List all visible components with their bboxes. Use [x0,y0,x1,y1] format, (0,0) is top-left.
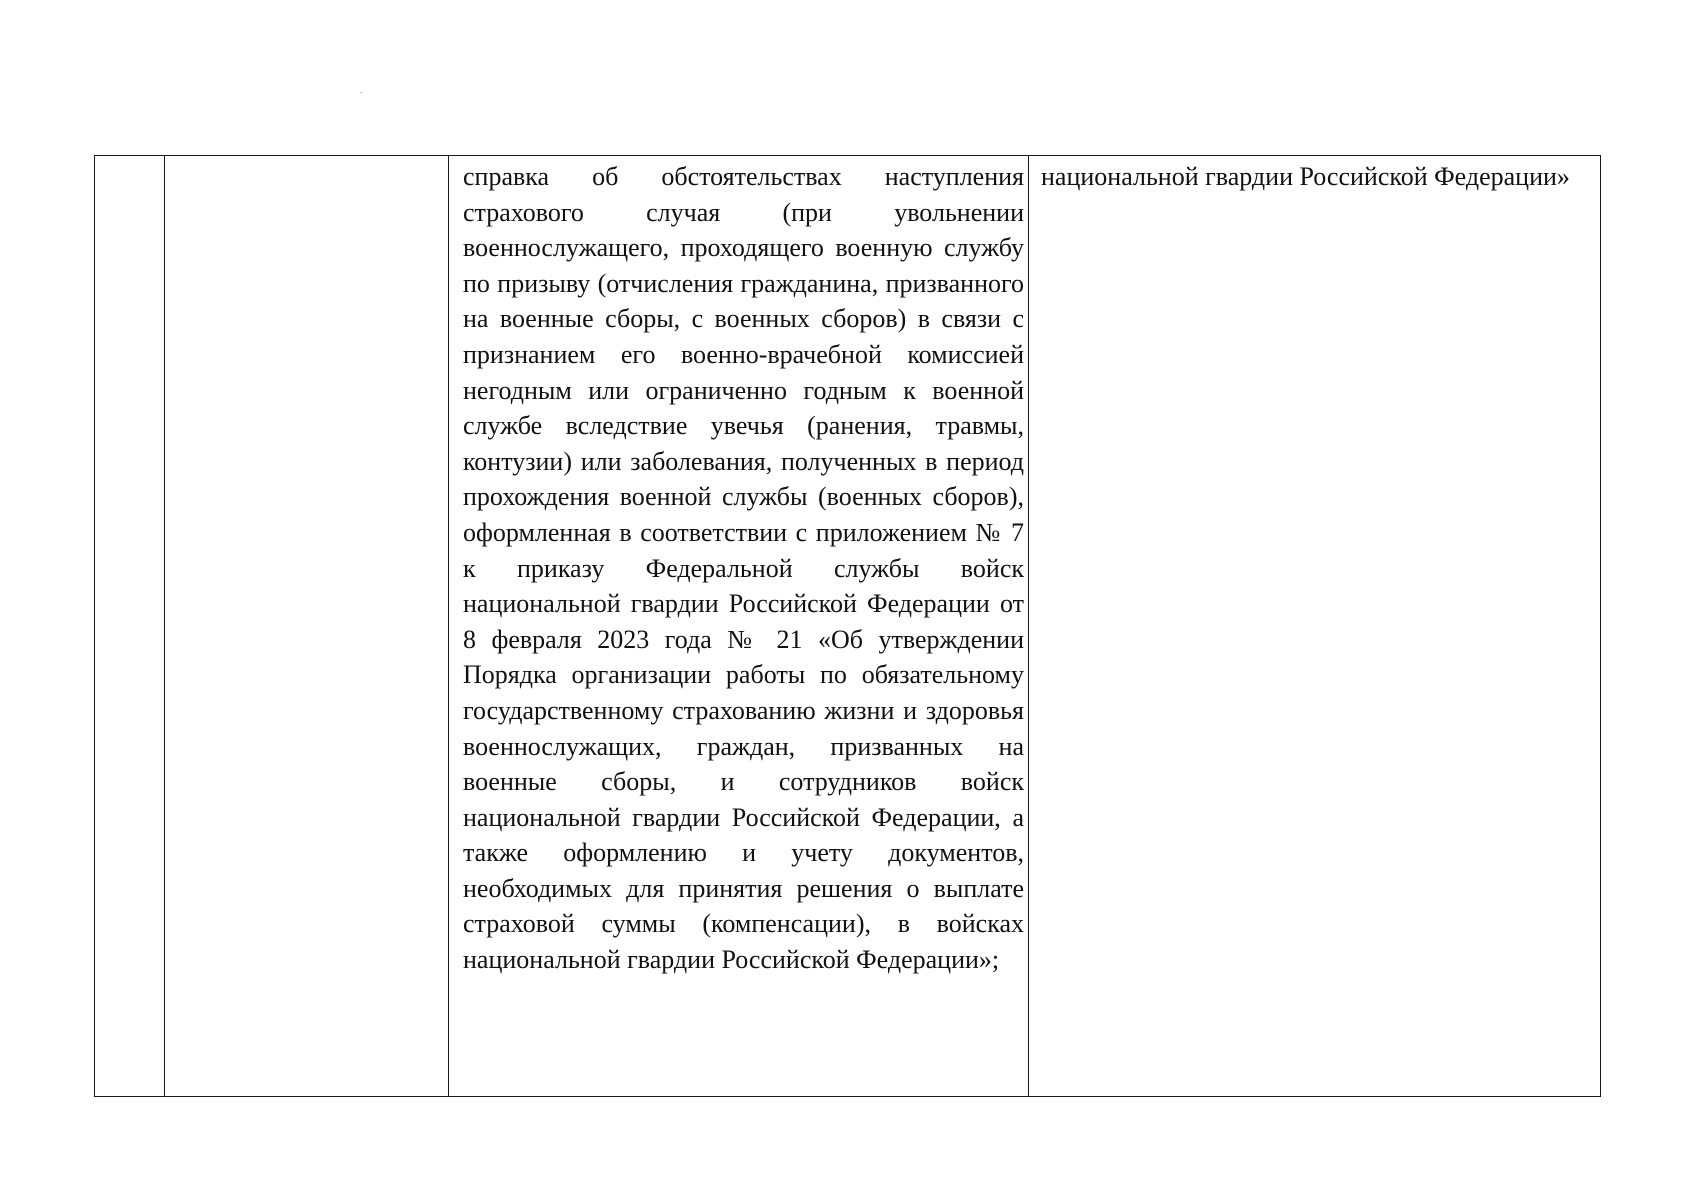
cell-documents-text: справка об обстоятельствах наступления страхового случая (при увольнении военнослужащего, проходящего военную службу по призыву (отчисления гражданина, призванного на военные сборы, с военных сборов) в связи с признанием его военно-врачебной комиссией негодным или ограниченно годным к военной службе вследствие увечья (ранения, травмы, контузии) или заболевания, полученных в период прохождения военной службы (военных сборов), оформленная в соответствии с приложением № 7 к приказу Федеральной службы войск национальной гвардии Российской Федерации от 8 февраля 2023 года № 21 «Об утверждении Порядка организации работы по обязательному государственному страхованию жизни и здоровья военнослужащих, граждан, призванных на военные сборы, и сотрудников войск национальной гвардии Российской Федерации, а также оформлению и учету документов, необходимых для принятия решения о выплате страховой суммы (компенсации), в войсках национальной гвардии Российской Федерации»; [463,162,1024,975]
cell-number-text [95,156,164,159]
cell-name-text [165,156,448,159]
document-table [94,155,1601,1097]
table-cell-authority [1029,156,1601,1097]
table-cell-name [165,156,449,1097]
table-cell-number [95,156,165,1097]
scan-speck [360,92,362,93]
table-cell-documents [449,156,1029,1097]
cell-authority-text: национальной гвардии Российской Федерации» [1041,162,1570,191]
table-row [95,156,1601,1097]
